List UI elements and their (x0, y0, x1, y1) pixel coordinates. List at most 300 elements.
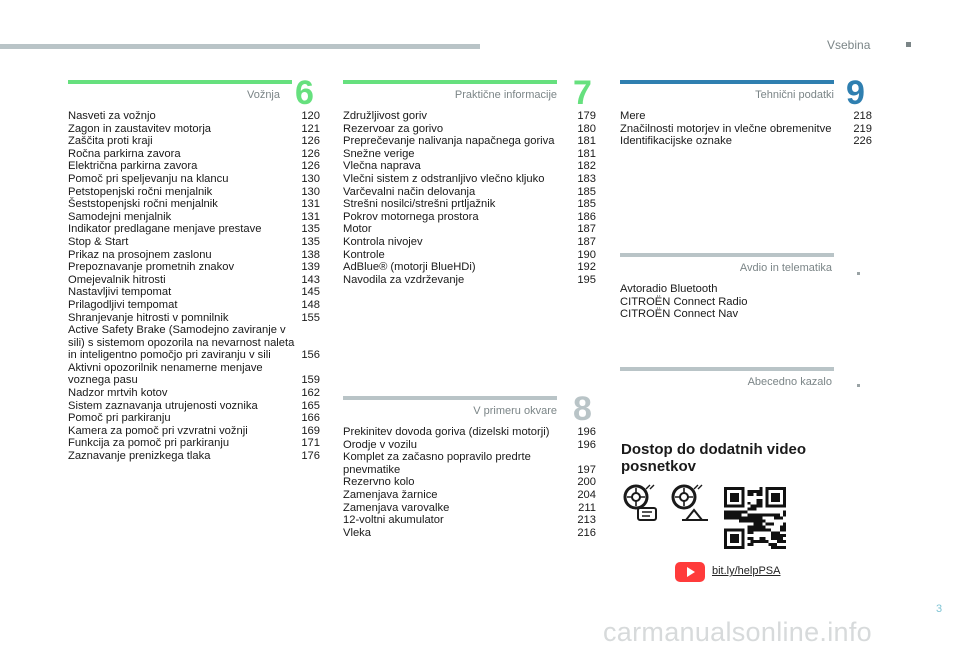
toc-item-title: Active Safety Brake (Samodejno zaviranje v sili) s sistemom opozorila na nevarnost naleta in inteligentno pomočjo pri zaviranju v sili (68, 324, 295, 362)
toc-item[interactable] (343, 527, 596, 540)
toc-item[interactable] (343, 173, 596, 186)
qr-module (751, 490, 754, 493)
toc-item[interactable] (343, 223, 596, 236)
qr-module (754, 525, 757, 528)
toc-item-page: 166 (301, 412, 320, 425)
qr-module (765, 528, 768, 531)
qr-module (727, 514, 730, 517)
toc-item[interactable] (68, 437, 320, 450)
qr-module (754, 517, 757, 520)
qr-module (751, 537, 754, 540)
qr-module (754, 522, 757, 525)
toc-item-title: Shranjevanje hitrosti v pomnilnik (68, 311, 229, 324)
qr-module (756, 528, 759, 531)
toc-item-title: Stop & Start (68, 235, 129, 248)
toc-item-title: Rezervoar za gorivo (343, 122, 444, 135)
qr-module (777, 537, 780, 540)
qr-module (739, 511, 742, 514)
toc-item[interactable] (343, 439, 596, 452)
qr-module (774, 543, 777, 546)
qr-module (762, 514, 765, 517)
toc-item[interactable] (68, 236, 320, 249)
qr-module (748, 537, 751, 540)
toc-item[interactable] (343, 514, 596, 527)
video-title: Dostop do dodatnih video posnetkov (621, 441, 806, 475)
toc-item-title: Vlečni sistem z odstranljivo vlečno kljuko (343, 172, 545, 185)
toc-item[interactable] (620, 135, 872, 148)
toc-item-page: 226 (853, 135, 872, 148)
toc-item-page: 179 (577, 110, 596, 122)
toc-item[interactable] (68, 186, 320, 199)
section-8-list (343, 426, 596, 539)
qr-module (783, 514, 786, 517)
header-square (906, 42, 911, 47)
toc-item-page: 148 (301, 298, 320, 311)
toc-item[interactable] (343, 236, 596, 249)
qr-module (759, 493, 762, 496)
qr-module (756, 540, 759, 543)
toc-item-page: 181 (577, 135, 596, 148)
qr-module (730, 514, 733, 517)
section-9-title: Tehnični podatki (755, 89, 834, 101)
qr-module (756, 493, 759, 496)
toc-item-title: Funkcija za pomoč pri parkiranju (68, 437, 230, 450)
qr-module (756, 514, 759, 517)
qr-module (771, 514, 774, 517)
toc-item[interactable] (68, 173, 320, 186)
qr-module (780, 537, 783, 540)
toc-item-title: Značilnosti motorjev in vlečne obremenitve (620, 122, 832, 135)
section-audio-list (620, 283, 834, 321)
qr-module (780, 528, 783, 531)
toc-item[interactable] (68, 274, 320, 287)
toc-item-title: Kontrola nivojev (343, 235, 423, 248)
tire-jack-icon (670, 484, 710, 529)
qr-module (759, 522, 762, 525)
qr-module (751, 531, 754, 534)
toc-item-page: 131 (301, 198, 320, 211)
toc-item[interactable] (68, 249, 320, 262)
qr-module (771, 534, 774, 537)
toc-item-title: Snežne verige (343, 147, 415, 160)
qr-module (762, 528, 765, 531)
toc-item-page: 120 (301, 110, 320, 122)
section-7-number: 7 (573, 74, 592, 112)
toc-item-page: 196 (577, 426, 596, 438)
section-6 (68, 74, 320, 463)
section-6-number: 6 (295, 74, 314, 112)
toc-item-title: Rezervno kolo (343, 476, 415, 489)
section-8-title: V primeru okvare (473, 405, 557, 417)
qr-module (733, 517, 736, 520)
toc-item-page: 156 (301, 349, 320, 362)
toc-item-title: Orodje v vozilu (343, 438, 417, 451)
toc-item-title: Aktivni opozorilnik nenamerne menjave voznega pasu (68, 361, 263, 387)
toc-item[interactable] (68, 450, 320, 463)
qr-module (727, 511, 730, 514)
toc-item[interactable] (68, 362, 320, 387)
toc-item-page: 143 (301, 273, 320, 286)
qr-module (783, 511, 786, 514)
qr-module (754, 490, 757, 493)
section-7-line (343, 80, 557, 84)
qr-module (777, 546, 780, 549)
qr-module (762, 519, 765, 522)
section-8-number: 8 (573, 390, 592, 428)
toc-item-page: 204 (577, 488, 596, 501)
qr-module (745, 517, 748, 520)
qr-module (777, 514, 780, 517)
qr-module (748, 519, 751, 522)
qr-module (733, 514, 736, 517)
qr-module (762, 540, 765, 543)
toc-item[interactable] (343, 148, 596, 161)
toc-item[interactable] (620, 110, 872, 123)
qr-module (748, 514, 751, 517)
qr-module (742, 519, 745, 522)
toc-item-page: 135 (301, 235, 320, 248)
qr-module (780, 517, 783, 520)
qr-module (774, 546, 777, 549)
qr-module (783, 522, 786, 525)
toc-item[interactable] (68, 400, 320, 413)
toc-item-page: 126 (301, 160, 320, 173)
toc-item[interactable] (620, 283, 834, 296)
toc-item[interactable] (343, 476, 596, 489)
toc-item-page: 165 (301, 399, 320, 412)
toc-item[interactable] (68, 286, 320, 299)
toc-item-title: Vleka (343, 526, 371, 539)
toc-item[interactable] (343, 211, 596, 224)
qr-module (736, 514, 739, 517)
toc-item-page: 216 (577, 526, 596, 539)
qr-module (759, 519, 762, 522)
qr-module (759, 540, 762, 543)
section-7-title: Praktične informacije (454, 89, 557, 101)
toc-item[interactable] (343, 489, 596, 502)
qr-module (774, 531, 777, 534)
section-index-title: Abecedno kazalo (747, 376, 832, 388)
toc-item-title: CITROËN Connect Nav (620, 308, 739, 321)
qr-module (780, 540, 783, 543)
toc-item-title: Ročna parkirna zavora (68, 147, 181, 160)
toc-item-title: Pomoč pri parkiranju (68, 412, 171, 425)
qr-module (739, 514, 742, 517)
qr-module (751, 540, 754, 543)
qr-module (748, 502, 751, 505)
qr-module (759, 517, 762, 520)
qr-module (730, 493, 739, 502)
qr-module (783, 528, 786, 531)
header-label: Vsebina (827, 38, 871, 52)
qr-module (756, 502, 759, 505)
toc-item[interactable] (343, 110, 596, 123)
youtube-icon[interactable] (675, 562, 705, 582)
qr-module (742, 517, 745, 520)
qr-module (751, 508, 754, 511)
section-8-line (343, 396, 557, 400)
toc-item-title: Pomoč pri speljevanju na klancu (68, 172, 229, 185)
toc-item-page: 187 (577, 223, 596, 236)
qr-module (748, 493, 751, 496)
toc-item[interactable] (68, 160, 320, 173)
toc-item[interactable] (343, 502, 596, 515)
section-6-title: Vožnja (246, 89, 280, 101)
qr-module (759, 487, 762, 490)
qr-module (756, 525, 759, 528)
qr-module (751, 514, 754, 517)
toc-item-title: Avtoradio Bluetooth (620, 283, 718, 295)
qr-module (765, 514, 768, 517)
section-6-list (68, 110, 320, 463)
toc-item-title: Nasveti za vožnjo (68, 110, 156, 122)
qr-module (751, 505, 754, 508)
qr-module (748, 525, 751, 528)
toc-item-page: 185 (577, 185, 596, 198)
qr-module (756, 505, 759, 508)
qr-module (771, 537, 774, 540)
toc-item-title: Prepoznavanje prometnih znakov (68, 261, 235, 274)
section-9-list (620, 110, 872, 148)
qr-module (774, 537, 777, 540)
qr-module (777, 540, 780, 543)
qr-module (724, 517, 727, 520)
qr-module (771, 546, 774, 549)
watermark: carmanualsonline.info (603, 617, 872, 647)
toc-item-title: Šeststopenjski ročni menjalnik (68, 198, 218, 211)
toc-item-title: AdBlue® (motorji BlueHDi) (343, 261, 476, 274)
toc-item-page: 176 (301, 450, 320, 463)
toc-item[interactable] (343, 261, 596, 274)
section-8 (343, 390, 596, 539)
toc-item-title: Petstopenjski ročni menjalnik (68, 185, 213, 198)
qr-module (759, 499, 762, 502)
toc-item[interactable] (343, 160, 596, 173)
qr-module (780, 525, 783, 528)
qr-module (754, 514, 757, 517)
toc-item[interactable] (68, 211, 320, 224)
tire-repair-icon (622, 484, 662, 529)
toc-item-page: 187 (577, 235, 596, 248)
toc-item-page: 200 (577, 476, 596, 489)
qr-module (748, 531, 751, 534)
toc-item-title: Zamenjava žarnice (343, 488, 438, 501)
toc-item-title: Nastavljivi tempomat (68, 286, 172, 299)
qr-module (739, 517, 742, 520)
toc-item-page: 180 (577, 122, 596, 135)
qr-module (771, 493, 780, 502)
toc-item[interactable] (343, 426, 596, 439)
qr-module (754, 540, 757, 543)
qr-module (736, 517, 739, 520)
qr-module (783, 540, 786, 543)
qr-module (759, 490, 762, 493)
toc-item-title: Zagon in zaustavitev motorja (68, 122, 212, 135)
qr-module (759, 514, 762, 517)
toc-item-title: Prilagodljivi tempomat (68, 298, 178, 311)
qr-module (771, 522, 774, 525)
toc-item-page: 195 (577, 273, 596, 286)
toc-item[interactable] (68, 412, 320, 425)
toc-item-page: 190 (577, 248, 596, 261)
qr-module (780, 546, 783, 549)
toc-item-page: 155 (301, 311, 320, 324)
section-9-number: 9 (846, 74, 865, 112)
toc-item[interactable] (343, 198, 596, 211)
toc-item[interactable] (620, 123, 872, 136)
toc-item-page: 183 (577, 172, 596, 185)
header-bar (0, 44, 480, 49)
toc-item-page: 192 (577, 261, 596, 274)
qr-module (765, 540, 768, 543)
toc-item[interactable] (343, 186, 596, 199)
toc-item-title: 12-voltni akumulator (343, 514, 444, 527)
section-7 (343, 74, 596, 286)
toc-item-title: Indikator predlagane menjave prestave (68, 223, 262, 236)
qr-module (754, 505, 757, 508)
toc-item[interactable] (68, 110, 320, 123)
toc-item[interactable] (620, 308, 834, 321)
toc-item-page: 169 (301, 424, 320, 437)
toc-item[interactable] (68, 261, 320, 274)
qr-module (783, 546, 786, 549)
toc-item-page: 213 (577, 514, 596, 527)
qr-module (759, 528, 762, 531)
section-audio-marker (857, 272, 860, 275)
qr-module (736, 511, 739, 514)
qr-module (751, 519, 754, 522)
qr-module (780, 534, 783, 537)
toc-item-page: 196 (577, 438, 596, 451)
section-index-line (620, 367, 834, 371)
qr-module (751, 517, 754, 520)
toc-item[interactable] (343, 274, 596, 287)
qr-module (771, 543, 774, 546)
qr-module (730, 534, 739, 543)
toc-item-page: 126 (301, 135, 320, 148)
qr-module (745, 511, 748, 514)
qr-code-icon[interactable] (724, 487, 786, 554)
toc-item-page: 186 (577, 210, 596, 223)
toc-item[interactable] (68, 123, 320, 136)
help-link[interactable]: bit.ly/helpPSA (712, 565, 781, 577)
toc-item[interactable] (68, 312, 320, 325)
section-audio (620, 253, 834, 321)
toc-item[interactable] (68, 198, 320, 211)
toc-item-page: 138 (301, 248, 320, 261)
toc-item[interactable] (343, 135, 596, 148)
qr-module (777, 534, 780, 537)
qr-module (724, 511, 727, 514)
toc-item-title: Združljivost goriv (343, 110, 427, 122)
toc-item-page: 219 (853, 122, 872, 135)
toc-item-page: 218 (853, 110, 872, 122)
toc-item-page: 131 (301, 210, 320, 223)
toc-item-title: Komplet za začasno popravilo predrte pnevmatike (343, 451, 531, 476)
toc-item-title: Prikaz na prosojnem zaslonu (68, 248, 212, 261)
toc-item-title: CITROËN Connect Radio (620, 295, 748, 308)
toc-item[interactable] (68, 387, 320, 400)
section-index-marker (857, 384, 860, 387)
toc-item[interactable] (68, 324, 320, 362)
qr-module (748, 528, 751, 531)
toc-item[interactable] (68, 425, 320, 438)
toc-item-page: 185 (577, 198, 596, 211)
qr-module (742, 511, 745, 514)
section-index (620, 367, 834, 397)
toc-item-page: 126 (301, 147, 320, 160)
toc-item-page: 139 (301, 261, 320, 274)
toc-item[interactable] (68, 223, 320, 236)
toc-item-title: Pokrov motornega prostora (343, 210, 479, 223)
qr-module (783, 534, 786, 537)
qr-module (748, 490, 751, 493)
toc-item-title: Električna parkirna zavora (68, 160, 198, 173)
qr-module (754, 528, 757, 531)
qr-module (756, 517, 759, 520)
toc-item[interactable] (343, 123, 596, 136)
qr-module (759, 502, 762, 505)
qr-module (771, 531, 774, 534)
toc-item-title: Sistem zaznavanja utrujenosti voznika (68, 399, 258, 412)
section-7-list (343, 110, 596, 286)
qr-module (762, 537, 765, 540)
qr-module (762, 525, 765, 528)
qr-module (768, 514, 771, 517)
toc-item-title: Preprečevanje nalivanja napačnega goriva (343, 135, 555, 148)
toc-item-page: 121 (301, 122, 320, 135)
qr-module (751, 528, 754, 531)
toc-item-title: Samodejni menjalnik (68, 210, 172, 223)
qr-module (777, 517, 780, 520)
qr-module (759, 525, 762, 528)
toc-item-page: 171 (301, 437, 320, 450)
toc-item-page: 182 (577, 160, 596, 173)
section-9 (620, 74, 872, 148)
qr-module (768, 543, 771, 546)
qr-module (756, 490, 759, 493)
qr-module (754, 519, 757, 522)
qr-module (768, 528, 771, 531)
toc-item-page: 162 (301, 387, 320, 400)
toc-item[interactable] (68, 148, 320, 161)
qr-module (774, 517, 777, 520)
toc-item[interactable] (343, 249, 596, 262)
toc-item-page: 159 (301, 374, 320, 387)
qr-module (727, 517, 730, 520)
toc-item-page: 181 (577, 147, 596, 160)
toc-item[interactable] (68, 135, 320, 148)
toc-item[interactable] (343, 451, 596, 476)
toc-item-title: Motor (343, 223, 372, 236)
qr-module (774, 514, 777, 517)
section-9-line (620, 80, 834, 84)
toc-item-title: Nadzor mrtvih kotov (68, 387, 168, 400)
qr-module (733, 511, 736, 514)
toc-item-page: 211 (578, 501, 596, 514)
qr-module (754, 508, 757, 511)
qr-module (751, 525, 754, 528)
qr-module (756, 522, 759, 525)
qr-module (748, 543, 751, 546)
toc-item[interactable] (68, 299, 320, 312)
qr-module (748, 517, 751, 520)
page-number: 3 (936, 603, 943, 615)
qr-module (756, 499, 759, 502)
toc-item[interactable] (620, 296, 834, 309)
toc-item-title: Navodila za vzdrževanje (343, 273, 465, 286)
qr-module (751, 543, 754, 546)
